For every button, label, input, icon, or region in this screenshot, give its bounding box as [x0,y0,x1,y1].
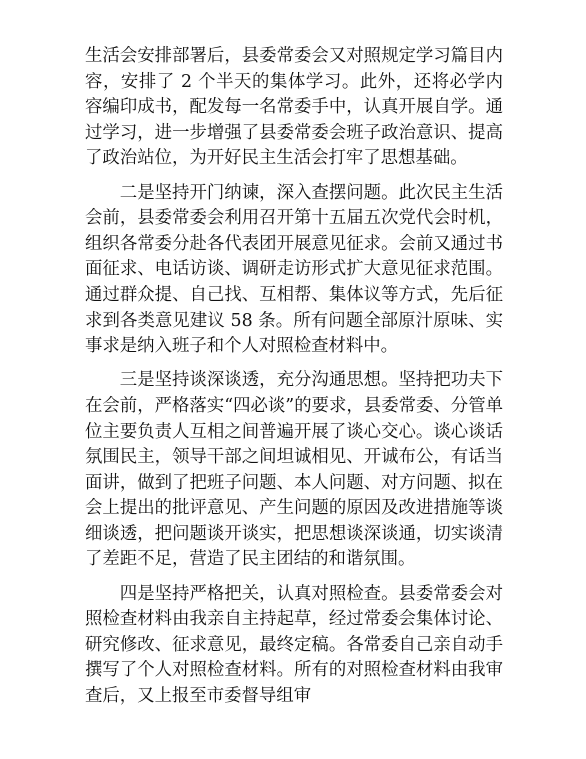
paragraph-self-check: 四是坚持严格把关，认真对照检查。县委常委会对照检查材料由我亲自主持起草，经过常委会集体讨论、研究修改、征求意见，最终定稿。各常委自己亲自动手撰写了个人对照检查材料。所有的对照检查材料由我审查后，又上报至市委督导组审 [85,583,503,707]
document-body [85,44,503,718]
paragraph-study: 生活会安排部署后，县委常委会又对照规定学习篇目内容，安排了 2 个半天的集体学习。此外，还将必学内容编印成书，配发每一名常委手中，认真开展自学。通过学习，进一步增强了县委常委会班子政治意识、提高了政治站位，为开好民主生活会打牢了思想基础。 [85,46,503,169]
paragraph-heart-to-heart: 三是坚持谈深谈透，充分沟通思想。坚持把功夫下在会前，严格落实“四必谈”的要求，县委常委、分管单位主要负责人互相之间普遍开展了谈心交心。谈心谈话氛围民主，领导干部之间坦诚相见、开诚布公，有话当面讲，做到了把班子问题、本人问题、对方问题、拟在会上提出的批评意见、产生问题的原因及改进措施等谈细谈透，把问题谈开谈实，把思想谈深谈通，切实谈清了差距不足，营造了民主团结的和谐氛围。 [85,370,503,570]
paragraph-open-door: 二是坚持开门纳谏，深入查摆问题。此次民主生活会前，县委常委会利用召开第十五届五次党代会时机，组织各常委分赴各代表团开展意见征求。会前又通过书面征求、电话访谈、调研走访形式扩大意见征求范围。通过群众提、自己找、互相帮、集体议等方式，先后征求到各类意见建议 58 条。所有问题全部原汁原味、实事求是纳入班子和个人对照检查材料中。 [85,182,503,357]
